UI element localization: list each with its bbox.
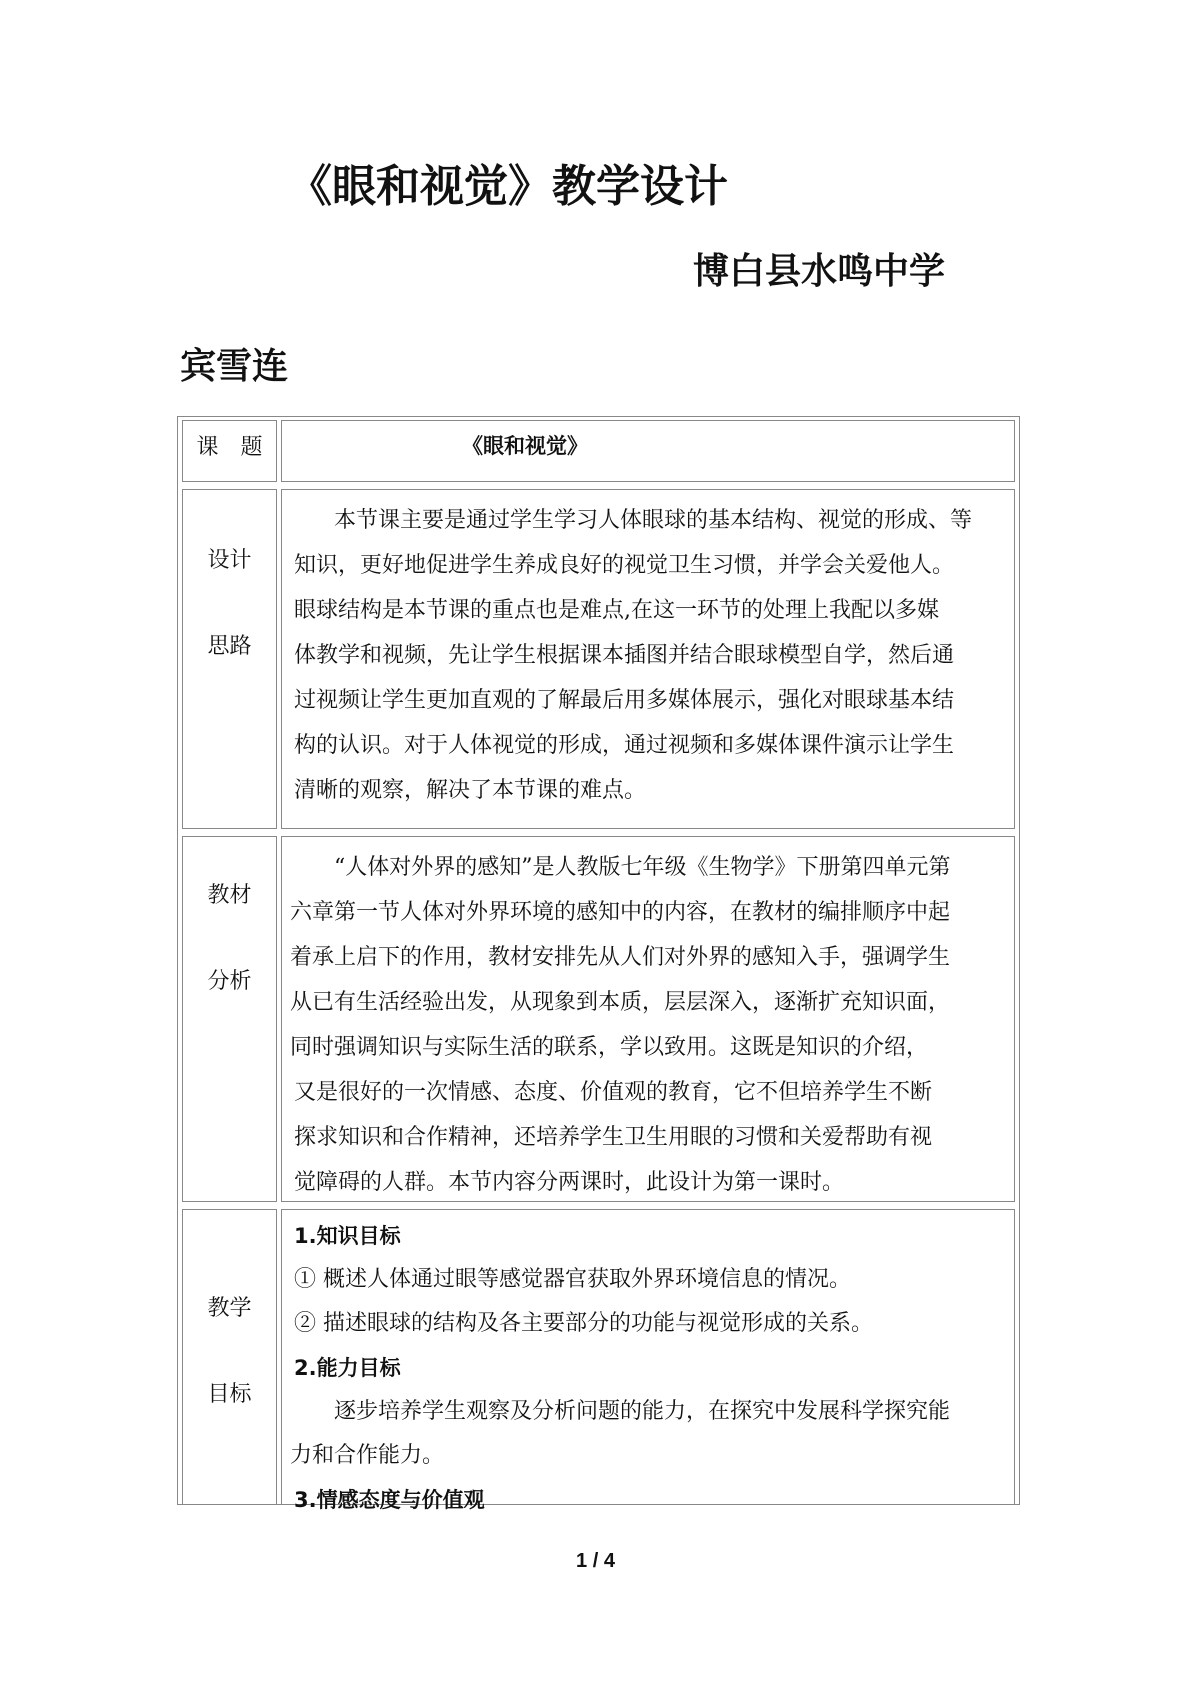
content-cell-material-analysis	[281, 836, 1015, 1202]
material-analysis-line: 探求知识和合作精神，还培养学生卫生用眼的习惯和关爱帮助有视	[294, 1125, 933, 1150]
label-cell-topic	[182, 420, 277, 482]
content-cell-topic	[281, 420, 1015, 482]
label-cell-teaching-goals	[182, 1209, 277, 1505]
ability-goal-line: 力和合作能力。	[290, 1443, 445, 1468]
content-cell-design-idea	[281, 489, 1015, 829]
design-idea-label-2: 思路	[207, 634, 252, 659]
lesson-plan-table	[177, 416, 1020, 1512]
emotion-goal-heading: 3.情感态度与价值观	[294, 1488, 485, 1512]
table-row-topic	[178, 417, 1019, 483]
material-analysis-line: 又是很好的一次情感、态度、价值观的教育，它不但培养学生不断	[294, 1080, 933, 1105]
design-idea-line: 过视频让学生更加直观的了解最后用多媒体展示，强化对眼球基本结	[294, 688, 955, 713]
design-idea-line: 体教学和视频，先让学生根据课本插图并结合眼球模型自学，然后通	[294, 643, 955, 668]
content-cell-teaching-goals	[281, 1209, 1015, 1512]
design-idea-line: 本节课主要是通过学生学习人体眼球的基本结构、视觉的形成、等	[334, 508, 973, 533]
teaching-goals-text	[290, 1214, 1006, 1522]
label-cell-design-idea	[182, 489, 277, 829]
label-cell-material-analysis	[182, 836, 277, 1202]
material-analysis-line: “人体对外界的感知”是人教版七年级《生物学》下册第四单元第	[334, 855, 951, 880]
material-analysis-line: 觉障碍的人群。本节内容分两课时，此设计为第一课时。	[294, 1170, 845, 1195]
ability-goal-heading: 2.能力目标	[294, 1356, 401, 1380]
design-idea-line: 眼球结构是本节课的重点也是难点,在这一环节的处理上我配以多媒	[294, 598, 939, 623]
design-idea-label-1: 设计	[207, 548, 252, 573]
design-idea-line: 构的认识。对于人体视觉的形成，通过视频和多媒体课件演示让学生	[294, 733, 955, 758]
document-title: 《眼和视觉》教学设计	[288, 161, 728, 212]
design-idea-line: 清晰的观察，解决了本节课的难点。	[294, 778, 647, 803]
knowledge-goal-heading: 1.知识目标	[294, 1224, 401, 1248]
knowledge-goal-item: ① 概述人体通过眼等感觉器官获取外界环境信息的情况。	[294, 1267, 851, 1292]
material-analysis-label-1: 教材	[207, 883, 252, 908]
material-analysis-line: 六章第一节人体对外界环境的感知中的内容，在教材的编排顺序中起	[290, 900, 951, 925]
material-analysis-label-2: 分析	[207, 969, 252, 994]
material-analysis-line: 同时强调知识与实际生活的联系，学以致用。这既是知识的介绍，	[290, 1035, 929, 1060]
ability-goal-line: 逐步培养学生观察及分析问题的能力，在探究中发展科学探究能	[334, 1399, 951, 1424]
design-idea-line: 知识，更好地促进学生养成良好的视觉卫生习惯，并学会关爱他人。	[294, 553, 955, 578]
table-row-design-idea	[178, 486, 1019, 830]
teaching-goals-label-1: 教学	[207, 1296, 252, 1321]
table-row-teaching-goals	[178, 1206, 1019, 1512]
school-name: 博白县水鸣中学	[693, 251, 946, 292]
table-row-material-analysis	[178, 833, 1019, 1203]
page-number: 1 / 4	[576, 1550, 615, 1572]
topic-label: 课 题	[196, 435, 263, 460]
material-analysis-line: 从已有生活经验出发，从现象到本质，层层深入，逐渐扩充知识面，	[290, 990, 951, 1015]
material-analysis-line: 着承上启下的作用，教材安排先从人们对外界的感知入手，强调学生	[290, 945, 951, 970]
knowledge-goal-item: ② 描述眼球的结构及各主要部分的功能与视觉形成的关系。	[294, 1311, 873, 1336]
material-analysis-text	[290, 845, 1006, 1205]
teaching-goals-label-2: 目标	[207, 1382, 252, 1407]
design-idea-text	[290, 498, 1006, 813]
author-name: 宾雪连	[180, 346, 289, 387]
topic-value: 《眼和视觉》	[462, 434, 588, 458]
